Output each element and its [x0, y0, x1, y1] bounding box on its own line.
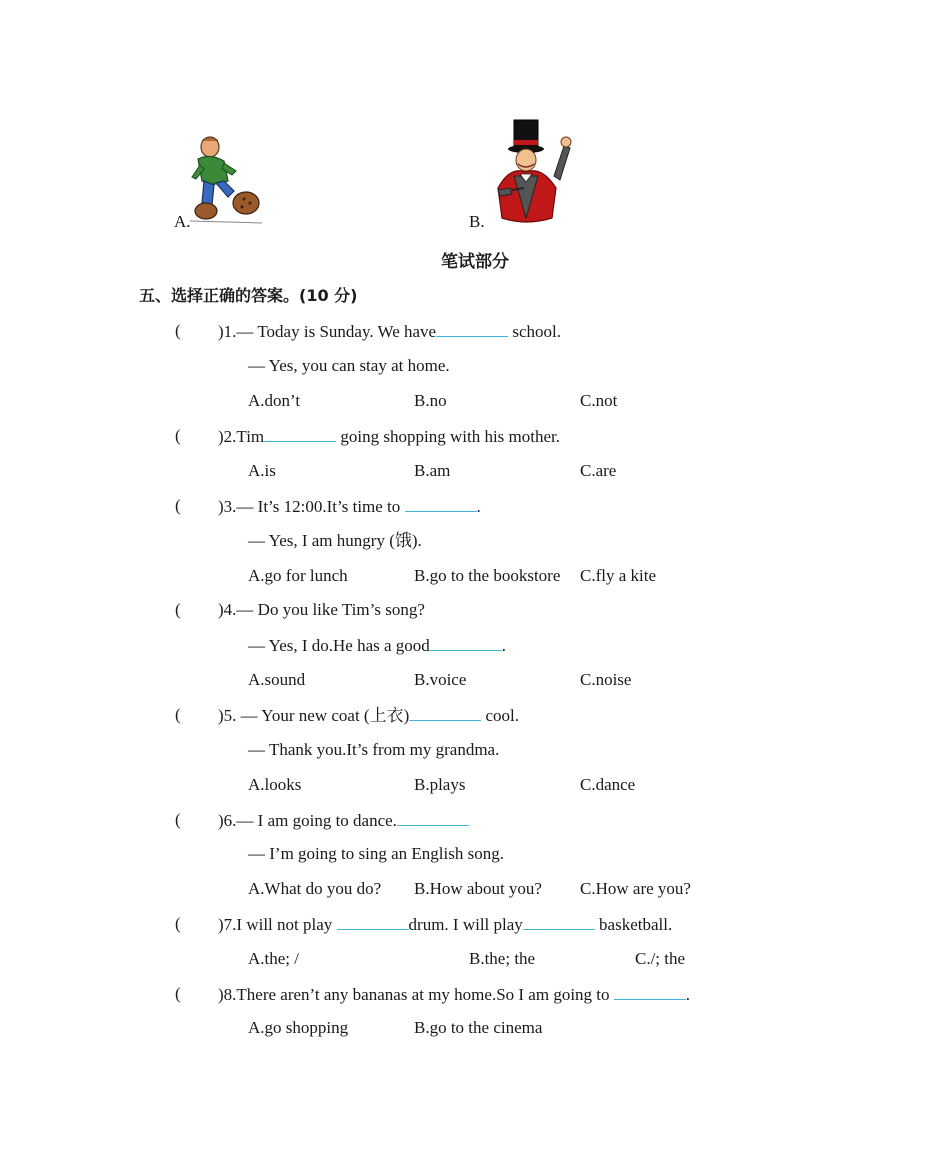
- answer-blank[interactable]: [409, 705, 481, 721]
- option-c: C.noise: [580, 670, 632, 689]
- answer-paren-close: ): [218, 427, 224, 446]
- written-part-heading: 笔试部分: [441, 252, 509, 272]
- option-b: B.go to the bookstore: [414, 566, 561, 585]
- question-line: )8.There aren’t any bananas at my home.So I am going to .: [218, 985, 691, 1004]
- answer-paren-open: (: [175, 705, 181, 724]
- answer-blank[interactable]: [337, 914, 409, 930]
- answer-blank[interactable]: [523, 914, 595, 930]
- magician-picture: [490, 118, 580, 228]
- option-a: A.the; /: [248, 949, 299, 968]
- option-c: C.are: [580, 461, 617, 480]
- answer-blank[interactable]: [397, 810, 469, 826]
- option-c: C.dance: [580, 775, 636, 794]
- option-a: A.sound: [248, 670, 306, 689]
- answer-blank[interactable]: [436, 321, 508, 337]
- option-b: B.How about you?: [414, 879, 542, 898]
- answer-paren-close: ): [218, 915, 224, 934]
- option-b: B.no: [414, 391, 447, 410]
- option-c: C.not: [580, 391, 618, 410]
- question-line: )6.— I am going to dance.: [218, 810, 469, 831]
- question-reply: — I’m going to sing an English song.: [248, 844, 504, 863]
- question-reply: — Thank you.It’s from my grandma.: [248, 740, 500, 759]
- option-b: B.plays: [414, 775, 466, 794]
- question-line: )5. — Your new coat (上衣) cool.: [218, 706, 520, 725]
- option-b: B.am: [414, 461, 451, 480]
- answer-paren-open: (: [175, 426, 181, 445]
- picture-b-label: B.: [469, 212, 485, 231]
- question-reply: — Yes, you can stay at home.: [248, 356, 450, 375]
- answer-paren-close: ): [218, 600, 224, 619]
- answer-paren-close: ): [218, 706, 224, 725]
- answer-paren-open: (: [175, 496, 181, 515]
- option-a: A.don’t: [248, 391, 301, 410]
- answer-paren-open: (: [175, 914, 181, 933]
- answer-paren-close: ): [218, 497, 224, 516]
- question-line: )4.— Do you like Tim’s song?: [218, 600, 425, 619]
- option-a: A.is: [248, 461, 276, 480]
- option-b: B.go to the cinema: [414, 1018, 543, 1037]
- option-a: A.looks: [248, 775, 302, 794]
- answer-paren-open: (: [175, 600, 181, 619]
- option-c: C.fly a kite: [580, 566, 657, 585]
- picture-a-label: A.: [174, 212, 191, 231]
- option-a: A.go for lunch: [248, 566, 348, 585]
- option-c: C.How are you?: [580, 879, 691, 898]
- answer-blank[interactable]: [430, 635, 502, 651]
- question-reply: — Yes, I do.He has a good .: [248, 636, 507, 655]
- question-line: )1.— Today is Sunday. We have school.: [218, 322, 561, 341]
- option-c: C./; the: [635, 949, 686, 968]
- answer-blank[interactable]: [405, 496, 477, 512]
- question-line: )3.— It’s 12:00.It’s time to .: [218, 497, 481, 516]
- section-title: 五、选择正确的答案。(10 分): [139, 286, 358, 305]
- answer-blank[interactable]: [264, 426, 336, 442]
- option-b: B.voice: [414, 670, 467, 689]
- option-a: A.go shopping: [248, 1018, 349, 1037]
- answer-paren-close: ): [218, 811, 224, 830]
- answer-paren-close: ): [218, 985, 224, 1004]
- question-reply: — Yes, I am hungry (饿).: [248, 531, 422, 550]
- answer-blank[interactable]: [614, 984, 686, 1000]
- walking-man-picture: [188, 133, 264, 229]
- option-b: B.the; the: [469, 949, 536, 968]
- answer-paren-open: (: [175, 810, 181, 829]
- answer-paren-open: (: [175, 984, 181, 1003]
- option-a: A.What do you do?: [248, 879, 382, 898]
- question-line: )2.Tim going shopping with his mother.: [218, 427, 560, 446]
- answer-paren-open: (: [175, 321, 181, 340]
- answer-paren-close: ): [218, 322, 224, 341]
- question-line: )7.I will not play drum. I will play basketball.: [218, 915, 673, 934]
